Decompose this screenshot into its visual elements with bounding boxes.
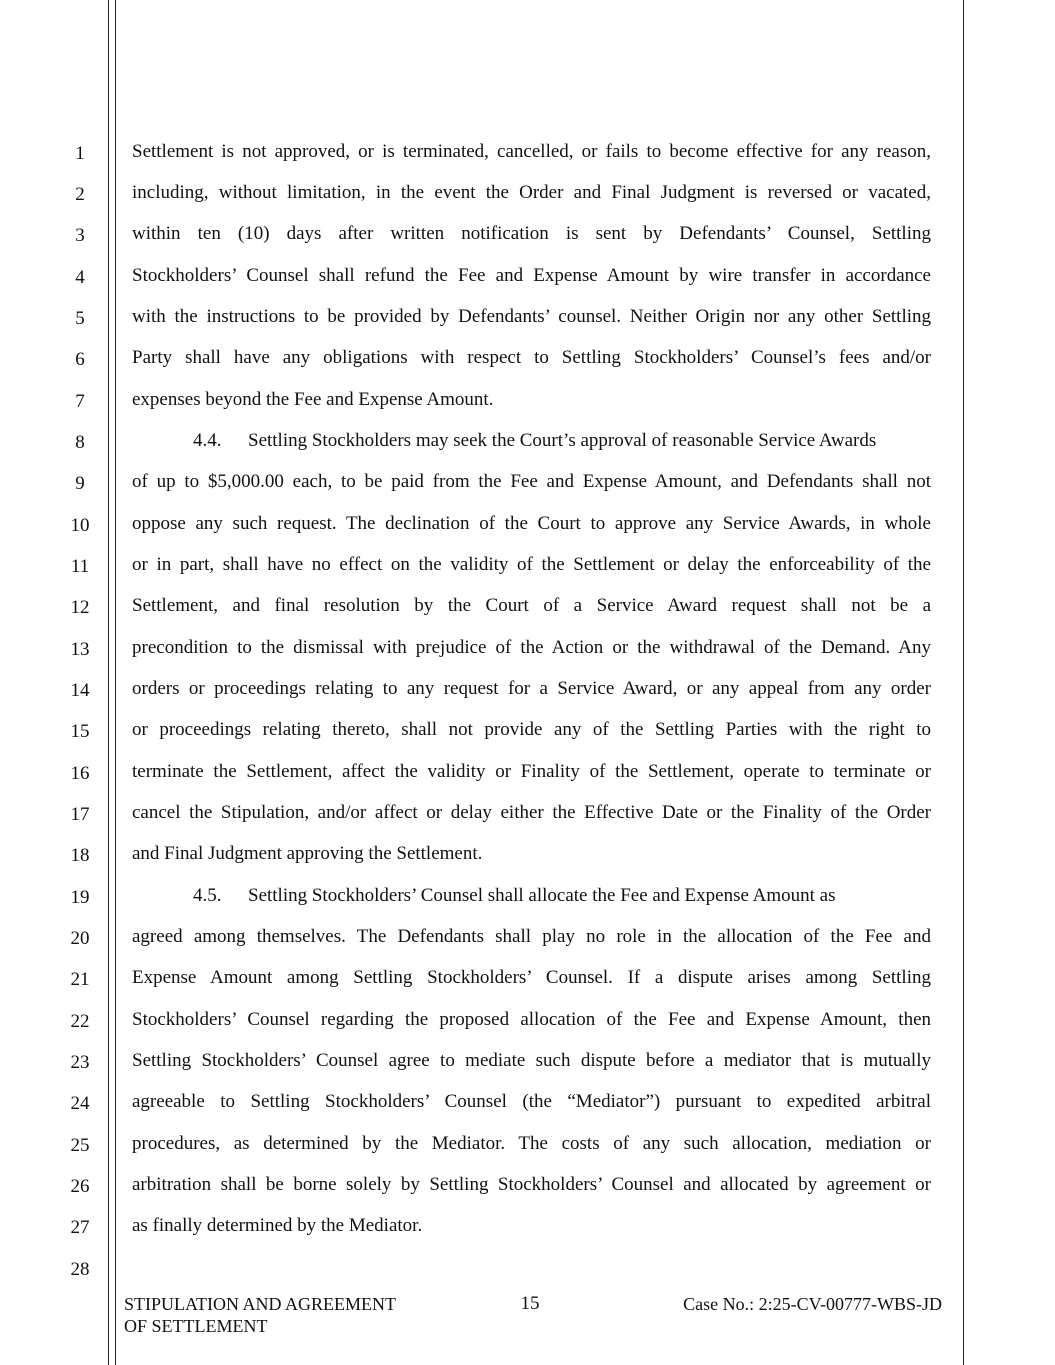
line-number: 14 (70, 680, 90, 701)
paragraph-number: 4.4. (193, 430, 222, 451)
line-number: 17 (70, 804, 90, 825)
footer-title-line: OF SETTLEMENT (124, 1316, 268, 1336)
body-line: precondition to the dismissal with prejudice of the Action or the withdrawal of the Demand. Any (132, 637, 931, 658)
line-number: 4 (75, 267, 85, 288)
body-line: oppose any such request. The declination of the Court to approve any Service Awards, in whole (132, 513, 931, 534)
body-line: within ten (10) days after written notification is sent by Defendants’ Counsel, Settling (132, 223, 931, 244)
line-number: 2 (75, 184, 85, 205)
page-number: 15 (520, 1293, 540, 1314)
body-line: agreed among themselves. The Defendants shall play no role in the allocation of the Fee and (132, 926, 931, 947)
footer-title-line: STIPULATION AND AGREEMENT (124, 1294, 396, 1314)
body-line: Settlement is not approved, or is terminated, cancelled, or fails to become effective for any reason, (132, 141, 931, 162)
case-number: Case No.: 2:25-CV-00777-WBS-JD (683, 1294, 942, 1314)
line-number: 25 (70, 1135, 90, 1156)
body-line: Stockholders’ Counsel shall refund the Fee and Expense Amount by wire transfer in accordance (132, 265, 931, 286)
line-number: 1 (75, 143, 85, 164)
footer-document-title (124, 1293, 444, 1337)
body-line: procedures, as determined by the Mediator. The costs of any such allocation, mediation or (132, 1133, 931, 1154)
paragraph-4-4-first-line (193, 430, 931, 452)
body-line: with the instructions to be provided by Defendants’ counsel. Neither Origin nor any other Settling (132, 306, 931, 327)
left-margin-rule-outer (108, 0, 109, 1365)
line-number: 28 (70, 1259, 90, 1280)
line-number: 24 (70, 1093, 90, 1114)
body-line: orders or proceedings relating to any request for a Service Award, or any appeal from any order (132, 678, 931, 699)
line-number: 9 (75, 473, 85, 494)
line-number: 16 (70, 763, 90, 784)
line-number: 21 (70, 969, 90, 990)
body-line: terminate the Settlement, affect the validity or Finality of the Settlement, operate to terminate or (132, 761, 931, 782)
line-number: 22 (70, 1011, 90, 1032)
body-line: Stockholders’ Counsel regarding the proposed allocation of the Fee and Expense Amount, then (132, 1009, 931, 1030)
line-number: 5 (75, 308, 85, 329)
body-line: arbitration shall be borne solely by Settling Stockholders’ Counsel and allocated by agreement or (132, 1174, 931, 1195)
body-line: cancel the Stipulation, and/or affect or delay either the Effective Date or the Finality of the Order (132, 802, 931, 823)
line-number: 20 (70, 928, 90, 949)
body-line: Party shall have any obligations with respect to Settling Stockholders’ Counsel’s fees and/or (132, 347, 931, 368)
line-number: 11 (70, 556, 90, 577)
line-number: 10 (70, 515, 90, 536)
body-line: and Final Judgment approving the Settlement. (132, 843, 483, 864)
right-margin-rule (963, 0, 964, 1365)
line-number: 12 (70, 597, 90, 618)
body-line: or proceedings relating thereto, shall not provide any of the Settling Parties with the right to (132, 719, 931, 740)
line-number: 26 (70, 1176, 90, 1197)
body-line: including, without limitation, in the event the Order and Final Judgment is reversed or vacated, (132, 182, 931, 203)
line-number: 7 (75, 391, 85, 412)
body-line: Expense Amount among Settling Stockholders’ Counsel. If a dispute arises among Settling (132, 967, 931, 988)
body-line-text: Settling Stockholders’ Counsel shall allocate the Fee and Expense Amount as (248, 885, 836, 906)
line-number: 23 (70, 1052, 90, 1073)
body-line: as finally determined by the Mediator. (132, 1215, 423, 1236)
line-number: 18 (70, 845, 90, 866)
body-line: or in part, shall have no effect on the validity of the Settlement or delay the enforceability of the (132, 554, 931, 575)
body-line: Settlement, and final resolution by the Court of a Service Award request shall not be a (132, 595, 931, 616)
paragraph-4-5-first-line (193, 885, 931, 907)
body-line: of up to $5,000.00 each, to be paid from the Fee and Expense Amount, and Defendants shall not (132, 471, 931, 492)
line-number: 3 (75, 225, 85, 246)
line-number: 13 (70, 639, 90, 660)
line-number: 8 (75, 432, 85, 453)
line-number: 27 (70, 1217, 90, 1238)
line-number: 15 (70, 721, 90, 742)
left-margin-rule-inner (115, 0, 116, 1365)
body-line: agreeable to Settling Stockholders’ Counsel (the “Mediator”) pursuant to expedited arbitral (132, 1091, 931, 1112)
line-number: 19 (70, 887, 90, 908)
body-line: Settling Stockholders’ Counsel agree to mediate such dispute before a mediator that is mutually (132, 1050, 931, 1071)
body-line-text: Settling Stockholders may seek the Court’s approval of reasonable Service Awards (248, 430, 877, 451)
body-line: expenses beyond the Fee and Expense Amount. (132, 389, 494, 410)
paragraph-number: 4.5. (193, 885, 222, 906)
line-number: 6 (75, 349, 85, 370)
